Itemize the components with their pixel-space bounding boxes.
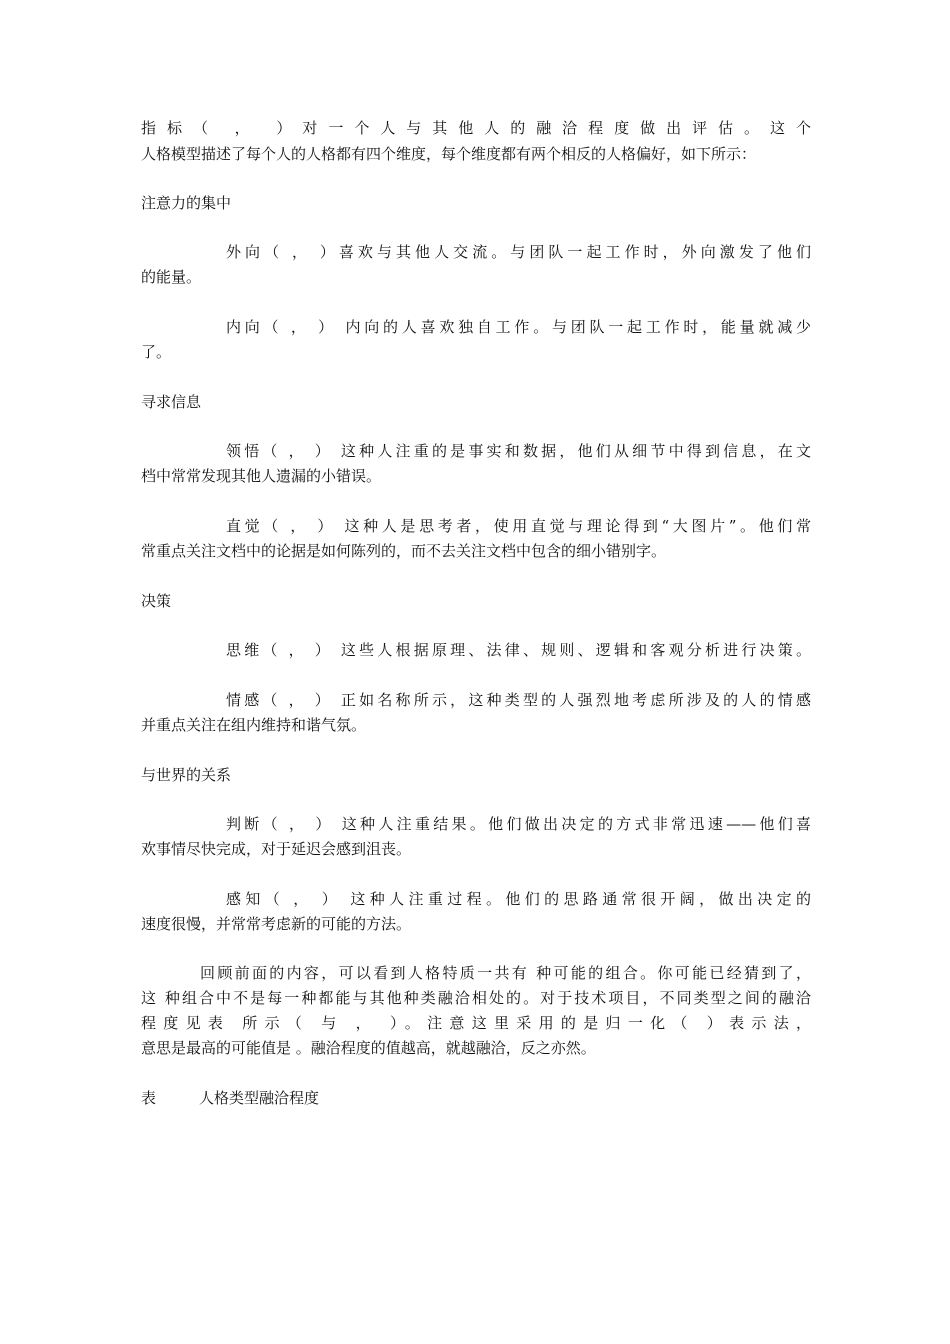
table-caption-label: 表 (141, 1089, 157, 1107)
item-feeling-line-2: 并重点关注在组内维持和谐气氛。 (141, 716, 367, 734)
summary-line-1: 回顾前面的内容，可以看到人格特质一共有 种可能的组合。你可能已经猜到了， (200, 964, 811, 982)
item-intuition-line-1: 直觉（ ， ） 这种人是思考者，使用直觉与理论得到“大图片”。他们常 (226, 517, 811, 535)
section-heading-information: 寻求信息 (141, 393, 202, 411)
intro-line-2: 人格模型描述了每个人的人格都有四个维度，每个维度都有两个相反的人格偏好，如下所示： (141, 145, 757, 163)
table-caption (141, 1088, 319, 1108)
item-sensing-line-2: 档中常常发现其他人遗漏的小错误。 (141, 467, 382, 485)
item-perceiving-line-2: 速度很慢，并常常考虑新的可能的方法。 (141, 915, 412, 933)
item-perceiving-line-1: 感知（ ， ） 这种人注重过程。他们的思路通常很开阔，做出决定的 (226, 890, 811, 908)
section-heading-world: 与世界的关系 (141, 766, 232, 784)
item-sensing-line-1: 领悟（ ， ） 这种人注重的是事实和数据，他们从细节中得到信息，在文 (226, 442, 811, 460)
intro-line-1: 指标（ ， ）对一个人与其他人的融洽程度做出评估。这个 (141, 119, 811, 137)
item-introvert-line-2: 了。 (141, 343, 172, 361)
item-extravert-line-1: 外向（ ， ）喜欢与其他人交流。与团队一起工作时，外向激发了他们 (226, 243, 811, 261)
item-judging-line-2: 欢事情尽快完成，对于延迟会感到沮丧。 (141, 840, 412, 858)
item-intuition-line-2: 常重点关注文档中的论据是如何陈列的，而不去关注文档中包含的细小错别字。 (141, 542, 667, 560)
item-thinking-line-1: 思维（ ， ） 这些人根据原理、法律、规则、逻辑和客观分析进行决策。 (226, 641, 811, 659)
item-feeling-line-1: 情感（ ， ） 正如名称所示，这种类型的人强烈地考虑所涉及的人的情感 (226, 691, 811, 709)
summary-line-3: 程度见表 所示（ 与 ， ）。注意这里采用的是归一化（ ）表示法， (141, 1014, 811, 1032)
table-caption-title: 人格类型融洽程度 (199, 1089, 320, 1107)
item-introvert-line-1: 内向（ ， ） 内向的人喜欢独自工作。与团队一起工作时，能量就减少 (226, 318, 811, 336)
item-extravert-line-2: 的能量。 (141, 268, 202, 286)
section-heading-decision: 决策 (141, 592, 172, 610)
section-heading-attention: 注意力的集中 (141, 194, 232, 212)
summary-line-2: 这 种组合中不是每一种都能与其他种类融洽相处的。对于技术项目，不同类型之间的融洽 (141, 989, 811, 1007)
summary-line-4: 意思是最高的可能值是 。融洽程度的值越高，就越融洽，反之亦然。 (141, 1039, 596, 1057)
item-judging-line-1: 判断（ ， ） 这种人注重结果。他们做出决定的方式非常迅速——他们喜 (226, 815, 811, 833)
